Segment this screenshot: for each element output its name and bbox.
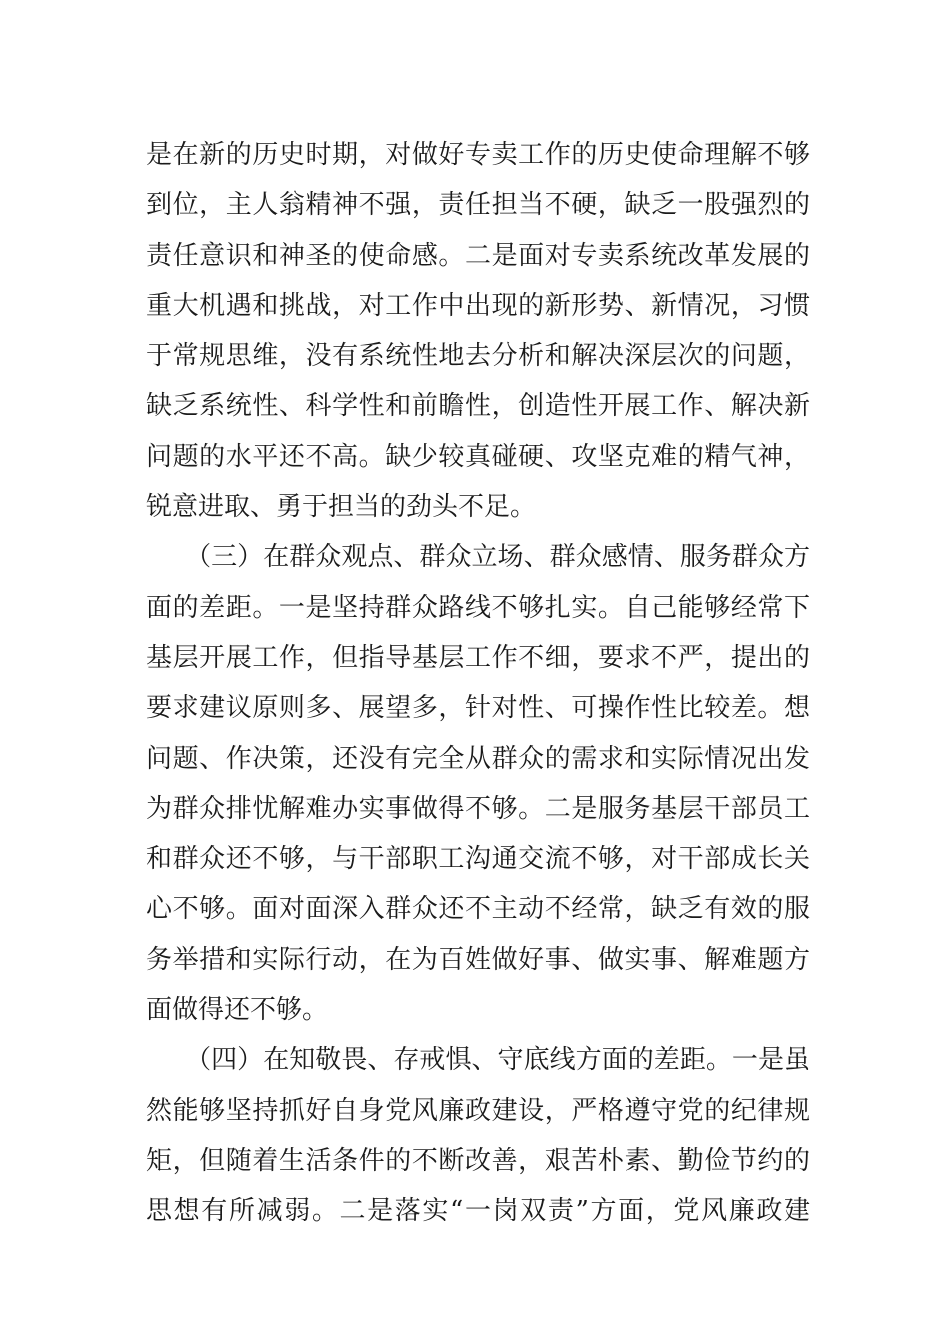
text-line: 矩，但随着生活条件的不断改善，艰苦朴素、勤俭节约的 — [146, 1145, 810, 1176]
text-line: 问题、作决策，还没有完全从群众的需求和实际情况出发 — [146, 743, 810, 774]
text-line: 问题的水平还不高。缺少较真碰硬、攻坚克难的精气神， — [146, 441, 810, 472]
text-line: 缺乏系统性、科学性和前瞻性，创造性开展工作、解决新 — [146, 391, 810, 422]
text-line: 和群众还不够，与干部职工沟通交流不够，对干部成长关 — [146, 844, 810, 875]
text-line: 要求建议原则多、展望多，针对性、可操作性比较差。想 — [146, 693, 810, 724]
text-line: 思想有所减弱。二是落实“一岗双责”方面，党风廉政建 — [146, 1196, 810, 1227]
text-line: （三）在群众观点、群众立场、群众感情、服务群众方 — [146, 542, 810, 573]
text-line: 重大机遇和挑战，对工作中出现的新形势、新情况，习惯 — [146, 290, 810, 321]
text-line: 为群众排忧解难办实事做得不够。二是服务基层干部员工 — [146, 793, 810, 824]
text-line: 心不够。面对面深入群众还不主动不经常，缺乏有效的服 — [146, 894, 810, 925]
text-line: 然能够坚持抓好自身党风廉政建设，严格遵守党的纪律规 — [146, 1095, 810, 1126]
text-line: 锐意进取、勇于担当的劲头不足。 — [146, 492, 537, 523]
text-line: 到位，主人翁精神不强，责任担当不硬，缺乏一股强烈的 — [146, 190, 810, 221]
text-line: 面做得还不够。 — [146, 995, 329, 1026]
document-body — [146, 130, 810, 1237]
text-line: 是在新的历史时期，对做好专卖工作的历史使命理解不够 — [146, 140, 810, 170]
text-line: 于常规思维，没有系统性地去分析和解决深层次的问题， — [146, 341, 810, 372]
text-line: 责任意识和神圣的使命感。二是面对专卖系统改革发展的 — [146, 240, 810, 271]
text-line: 基层开展工作，但指导基层工作不细，要求不严，提出的 — [146, 642, 810, 673]
text-line: 务举措和实际行动，在为百姓做好事、做实事、解难题方 — [146, 944, 810, 975]
text-line: 面的差距。一是坚持群众路线不够扎实。自己能够经常下 — [146, 592, 810, 623]
text-line: （四）在知敬畏、存戒惧、守底线方面的差距。一是虽 — [146, 1045, 810, 1076]
